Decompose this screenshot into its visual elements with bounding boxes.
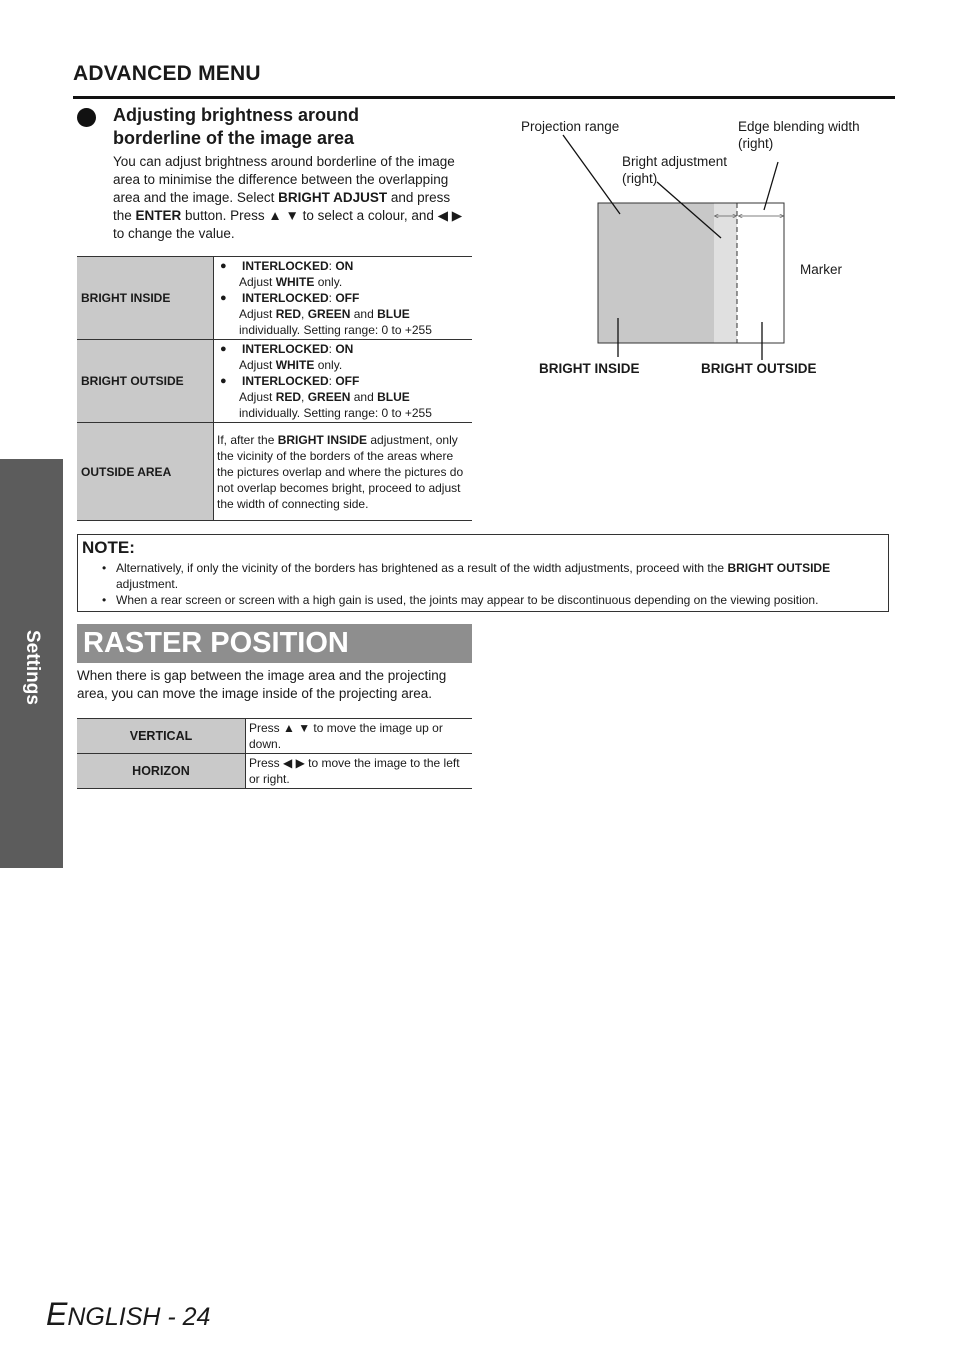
- bullet-icon: ●: [220, 343, 227, 355]
- section-title: Adjusting brightness around borderline of the image area: [113, 105, 359, 148]
- row-value: Press ◀ ▶ to move the image to the left or right.: [246, 754, 473, 789]
- row-key: BRIGHT INSIDE: [77, 257, 214, 340]
- note-box: [77, 534, 889, 612]
- edge-blending-label: Edge blending width (right): [738, 119, 860, 151]
- bullet-icon: ●: [220, 292, 227, 304]
- bright-adjust-zone: [714, 203, 737, 343]
- row-key: VERTICAL: [77, 719, 246, 754]
- table-row: [77, 719, 472, 754]
- row-key: BRIGHT OUTSIDE: [77, 340, 214, 423]
- table-row: [77, 340, 472, 423]
- note-title: NOTE:: [82, 538, 135, 557]
- bullet-icon: ●: [220, 260, 227, 272]
- bright-outside-label: BRIGHT OUTSIDE: [701, 361, 817, 376]
- note-list: [78, 560, 886, 608]
- edge-blending-diagram: [510, 110, 890, 390]
- side-tab-label: Settings: [22, 629, 43, 705]
- row-value: If, after the BRIGHT INSIDE adjustment, only the vicinity of the borders of the areas where the pictures overlap and where the pictures do not overlap becomes bright, proceed to adjust the width of connecting side.: [214, 423, 473, 521]
- bright-table: [77, 256, 472, 521]
- bright-inside-label: BRIGHT INSIDE: [539, 361, 640, 376]
- section-bullet-icon: [77, 108, 96, 127]
- list-item: • Alternatively, if only the vicinity of the borders has brightened as a result of the width adjustments, proceed with the BRIGHT OUTSIDE adjustment.: [102, 561, 831, 591]
- diagram-graphic: [510, 110, 890, 390]
- raster-position-heading: RASTER POSITION: [77, 624, 472, 663]
- table-row: [77, 754, 472, 789]
- list-item: • When a rear screen or screen with a high gain is used, the joints may appear to be discontinuous depending on the viewing position.: [102, 593, 819, 607]
- bright-adjustment-label: Bright adjustment (right): [622, 154, 728, 186]
- image-area: [598, 203, 714, 343]
- row-value: ● INTERLOCKED: ON Adjust WHITE only. ● INTERLOCKED: OFF Adjust RED, GREEN and BLUE individually. Setting range: 0 to +255: [214, 340, 473, 423]
- section-intro: You can adjust brightness around borderline of the image area to minimise the difference between the overlapping area and the image. Select BRIGHT ADJUST and press the ENTER button. Press ▲ ▼ to select a colour, and ◀ ▶ to change the value.: [113, 154, 463, 241]
- row-value: ● INTERLOCKED: ON Adjust WHITE only. ● INTERLOCKED: OFF Adjust RED, GREEN and BLUE individually. Setting range: 0 to +255: [214, 257, 473, 340]
- title-rule: [73, 96, 895, 99]
- projection-range-label: Projection range: [521, 119, 620, 134]
- raster-intro: When there is gap between the image area and the projecting area, you can move the image inside of the projecting area.: [77, 668, 447, 701]
- bullet-icon: ●: [220, 375, 227, 387]
- row-key: HORIZON: [77, 754, 246, 789]
- table-row: [77, 257, 472, 340]
- row-value: Press ▲ ▼ to move the image up or down.: [246, 719, 473, 754]
- row-key: OUTSIDE AREA: [77, 423, 214, 521]
- menu-title: ADVANCED MENU: [73, 62, 261, 85]
- table-row: [77, 423, 472, 521]
- raster-table: [77, 718, 472, 789]
- page-number: ENGLISH - 24: [46, 1296, 211, 1332]
- marker-label: Marker: [800, 262, 843, 277]
